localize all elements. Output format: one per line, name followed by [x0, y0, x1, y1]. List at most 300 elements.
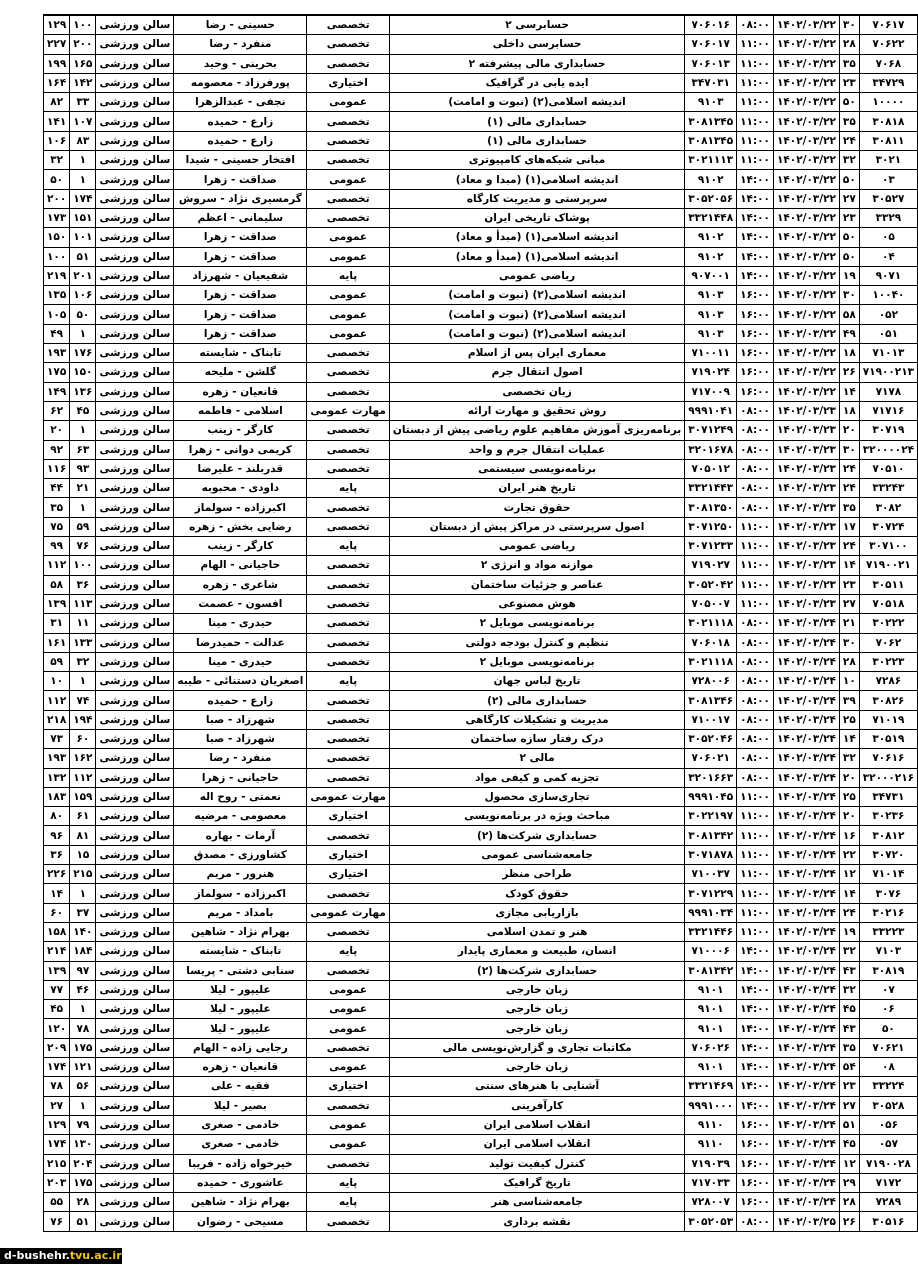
student-count-cell: ۲۷	[839, 594, 859, 613]
table-row	[44, 614, 918, 633]
student-count-cell: ۲۵	[839, 787, 859, 806]
professor-name-cell: بحرینی - وحید	[174, 54, 307, 73]
seat-end-cell: ۷۵	[44, 517, 70, 536]
seat-end-cell: ۳۵	[44, 498, 70, 517]
seat-end-cell: ۱۹۳	[44, 344, 70, 363]
class-code-cell: ۰۸	[859, 1058, 917, 1077]
class-code-cell: ۷۱۹۰۰۲۸	[859, 1154, 917, 1173]
exam-venue-cell: سالن ورزشی	[96, 73, 174, 92]
professor-name-cell: حاجیانی - زهرا	[174, 768, 307, 787]
table-row	[44, 324, 918, 343]
lesson-id-cell: ۳۰۸۱۳۴۵	[685, 112, 737, 131]
seat-start-cell: ۱۵۱	[70, 208, 96, 227]
class-code-cell: ۰۶	[859, 1000, 917, 1019]
exam-venue-cell: سالن ورزشی	[96, 922, 174, 941]
student-count-cell: ۳۰	[839, 440, 859, 459]
table-row	[44, 922, 918, 941]
class-code-cell: ۷۱۰۳	[859, 942, 917, 961]
exam-date-cell: ۱۴۰۲/۰۳/۲۲	[773, 208, 839, 227]
exam-time-cell: ۰۸:۰۰	[737, 614, 774, 633]
student-count-cell: ۳۰	[839, 15, 859, 35]
seat-start-cell: ۱۰۰	[70, 556, 96, 575]
student-count-cell: ۲۵	[839, 710, 859, 729]
lesson-type-cell: تخصصی	[307, 749, 390, 768]
lesson-title-cell: زبان خارجی	[389, 1019, 684, 1038]
exam-time-cell: ۰۸:۰۰	[737, 440, 774, 459]
seat-start-cell: ۱۶۵	[70, 54, 96, 73]
lesson-id-cell: ۷۰۵۰۰۷	[685, 594, 737, 613]
exam-time-cell: ۱۴:۰۰	[737, 189, 774, 208]
student-count-cell: ۳۲	[839, 980, 859, 999]
exam-venue-cell: سالن ورزشی	[96, 768, 174, 787]
seat-start-cell: ۳۶	[70, 575, 96, 594]
student-count-cell: ۱۸	[839, 401, 859, 420]
table-row	[44, 710, 918, 729]
lesson-id-cell: ۳۰۲۱۱۱۸	[685, 614, 737, 633]
seat-start-cell: ۹۷	[70, 961, 96, 980]
seat-start-cell: ۷۹	[70, 1115, 96, 1134]
seat-end-cell: ۱۵۰	[44, 228, 70, 247]
exam-date-cell: ۱۴۰۲/۰۳/۲۴	[773, 942, 839, 961]
exam-date-cell: ۱۴۰۲/۰۳/۲۲	[773, 382, 839, 401]
seat-start-cell: ۵۰	[70, 305, 96, 324]
exam-date-cell: ۱۴۰۲/۰۳/۲۴	[773, 826, 839, 845]
table-row	[44, 247, 918, 266]
class-code-cell: ۳۰۲۳۶	[859, 807, 917, 826]
exam-date-cell: ۱۴۰۲/۰۳/۲۳	[773, 537, 839, 556]
lesson-id-cell: ۳۴۷۰۳۱	[685, 73, 737, 92]
exam-venue-cell: سالن ورزشی	[96, 54, 174, 73]
lesson-title-cell: انقلاب اسلامی ایران	[389, 1135, 684, 1154]
lesson-title-cell: اندیشه اسلامی(۱) (مبدا و معاد)	[389, 170, 684, 189]
exam-time-cell: ۱۴:۰۰	[737, 942, 774, 961]
lesson-type-cell: عمومی	[307, 286, 390, 305]
exam-time-cell: ۰۸:۰۰	[737, 459, 774, 478]
lesson-type-cell: اختیاری	[307, 1077, 390, 1096]
exam-time-cell: ۱۶:۰۰	[737, 382, 774, 401]
lesson-id-cell: ۹۱۰۲	[685, 170, 737, 189]
professor-name-cell: زارع - حمیده	[174, 691, 307, 710]
lesson-title-cell: حسابداری مالی (۱)	[389, 112, 684, 131]
table-row	[44, 15, 918, 35]
lesson-type-cell: عمومی	[307, 1135, 390, 1154]
table-row	[44, 787, 918, 806]
lesson-id-cell: ۳۰۸۱۳۵۰	[685, 498, 737, 517]
lesson-title-cell: نقشه برداری	[389, 1212, 684, 1231]
student-count-cell: ۳۰	[839, 286, 859, 305]
exam-time-cell: ۱۴:۰۰	[737, 1038, 774, 1057]
professor-name-cell: بهرام نژاد - شاهین	[174, 922, 307, 941]
seat-start-cell: ۶۳	[70, 440, 96, 459]
class-code-cell: ۳۰۵۲۸	[859, 1096, 917, 1115]
lesson-title-cell: معماری ایران پس از اسلام	[389, 344, 684, 363]
exam-date-cell: ۱۴۰۲/۰۳/۲۴	[773, 1096, 839, 1115]
student-count-cell: ۳۲	[839, 942, 859, 961]
class-code-cell: ۷۰۶۸	[859, 54, 917, 73]
lesson-id-cell: ۳۰۲۱۱۱۳	[685, 151, 737, 170]
table-row	[44, 537, 918, 556]
exam-date-cell: ۱۴۰۲/۰۳/۲۴	[773, 1077, 839, 1096]
class-code-cell: ۳۴۷۲۹	[859, 73, 917, 92]
seat-end-cell: ۱۳۵	[44, 286, 70, 305]
exam-time-cell: ۱۴:۰۰	[737, 1019, 774, 1038]
seat-start-cell: ۹۳	[70, 459, 96, 478]
professor-name-cell: شهرزاد - صبا	[174, 729, 307, 748]
exam-venue-cell: سالن ورزشی	[96, 556, 174, 575]
exam-time-cell: ۱۱:۰۰	[737, 826, 774, 845]
lesson-title-cell: حقوق کودک	[389, 884, 684, 903]
exam-time-cell: ۱۴:۰۰	[737, 208, 774, 227]
exam-date-cell: ۱۴۰۲/۰۳/۲۳	[773, 556, 839, 575]
lesson-type-cell: تخصصی	[307, 556, 390, 575]
seat-end-cell: ۵۹	[44, 652, 70, 671]
student-count-cell: ۴۵	[839, 1000, 859, 1019]
table-row	[44, 768, 918, 787]
table-row	[44, 594, 918, 613]
seat-end-cell: ۹۲	[44, 440, 70, 459]
lesson-title-cell: تجاری‌سازی محصول	[389, 787, 684, 806]
professor-name-cell: گلشن - ملیحه	[174, 363, 307, 382]
seat-start-cell: ۱۶۲	[70, 749, 96, 768]
lesson-title-cell: مالی ۲	[389, 749, 684, 768]
table-row	[44, 749, 918, 768]
seat-start-cell: ۱	[70, 498, 96, 517]
exam-time-cell: ۱۶:۰۰	[737, 1154, 774, 1173]
exam-venue-cell: سالن ورزشی	[96, 15, 174, 35]
table-row	[44, 884, 918, 903]
table-row	[44, 286, 918, 305]
seat-end-cell: ۱۹۳	[44, 749, 70, 768]
seat-start-cell: ۱۱۳	[70, 594, 96, 613]
seat-end-cell: ۱۴	[44, 884, 70, 903]
table-row	[44, 556, 918, 575]
exam-time-cell: ۱۱:۰۰	[737, 73, 774, 92]
professor-name-cell: علیپور - لیلا	[174, 1019, 307, 1038]
exam-venue-cell: سالن ورزشی	[96, 151, 174, 170]
table-row	[44, 93, 918, 112]
lesson-title-cell: کنترل کیفیت تولید	[389, 1154, 684, 1173]
exam-venue-cell: سالن ورزشی	[96, 1115, 174, 1134]
lesson-title-cell: اندیشه اسلامی(۲) (نبوت و امامت)	[389, 324, 684, 343]
lesson-id-cell: ۷۰۶۰۲۶	[685, 1038, 737, 1057]
student-count-cell: ۲۹	[839, 1173, 859, 1192]
exam-time-cell: ۱۴:۰۰	[737, 266, 774, 285]
student-count-cell: ۲۲	[839, 845, 859, 864]
lesson-id-cell: ۷۰۶۰۱۶	[685, 15, 737, 35]
exam-date-cell: ۱۴۰۲/۰۳/۲۴	[773, 903, 839, 922]
seat-end-cell: ۱۶۱	[44, 633, 70, 652]
table-row	[44, 961, 918, 980]
lesson-type-cell: تخصصی	[307, 15, 390, 35]
exam-date-cell: ۱۴۰۲/۰۳/۲۲	[773, 112, 839, 131]
seat-end-cell: ۱۹۹	[44, 54, 70, 73]
class-code-cell: ۳۰۸۱۲	[859, 826, 917, 845]
exam-time-cell: ۱۱:۰۰	[737, 54, 774, 73]
student-count-cell: ۱۹	[839, 922, 859, 941]
lesson-type-cell: مهارت عمومی	[307, 787, 390, 806]
exam-venue-cell: سالن ورزشی	[96, 35, 174, 54]
seat-start-cell: ۱۱	[70, 614, 96, 633]
exam-venue-cell: سالن ورزشی	[96, 749, 174, 768]
lesson-type-cell: تخصصی	[307, 768, 390, 787]
professor-name-cell: صداقت - زهرا	[174, 286, 307, 305]
seat-start-cell: ۶۱	[70, 807, 96, 826]
lesson-title-cell: حسابداری مالی (۲)	[389, 691, 684, 710]
class-code-cell: ۳۳۲۲۴	[859, 1077, 917, 1096]
student-count-cell: ۳۵	[839, 498, 859, 517]
exam-venue-cell: سالن ورزشی	[96, 112, 174, 131]
exam-venue-cell: سالن ورزشی	[96, 459, 174, 478]
exam-date-cell: ۱۴۰۲/۰۳/۲۲	[773, 363, 839, 382]
exam-time-cell: ۱۱:۰۰	[737, 594, 774, 613]
lesson-type-cell: تخصصی	[307, 498, 390, 517]
class-code-cell: ۳۳۲۴۳	[859, 479, 917, 498]
table-row	[44, 1173, 918, 1192]
seat-end-cell: ۴۹	[44, 324, 70, 343]
student-count-cell: ۱۸	[839, 344, 859, 363]
exam-time-cell: ۱۶:۰۰	[737, 1135, 774, 1154]
lesson-id-cell: ۳۳۲۱۴۶۹	[685, 1077, 737, 1096]
exam-date-cell: ۱۴۰۲/۰۳/۲۲	[773, 189, 839, 208]
seat-end-cell: ۲۰۳	[44, 1173, 70, 1192]
exam-time-cell: ۰۸:۰۰	[737, 421, 774, 440]
lesson-title-cell: اندیشه اسلامی(۲) (نبوت و امامت)	[389, 305, 684, 324]
table-row	[44, 73, 918, 92]
exam-time-cell: ۱۶:۰۰	[737, 324, 774, 343]
seat-start-cell: ۵۱	[70, 247, 96, 266]
exam-date-cell: ۱۴۰۲/۰۳/۲۲	[773, 151, 839, 170]
seat-start-cell: ۲۰۱	[70, 266, 96, 285]
lesson-id-cell: ۳۰۵۲۰۴۶	[685, 729, 737, 748]
exam-date-cell: ۱۴۰۲/۰۳/۲۳	[773, 517, 839, 536]
table-row	[44, 54, 918, 73]
exam-venue-cell: سالن ورزشی	[96, 440, 174, 459]
exam-time-cell: ۱۶:۰۰	[737, 305, 774, 324]
seat-start-cell: ۱	[70, 421, 96, 440]
class-code-cell: ۰۷	[859, 980, 917, 999]
seat-end-cell: ۱۳۹	[44, 961, 70, 980]
exam-time-cell: ۰۸:۰۰	[737, 15, 774, 35]
lesson-type-cell: تخصصی	[307, 614, 390, 633]
exam-date-cell: ۱۴۰۲/۰۳/۲۴	[773, 652, 839, 671]
professor-name-cell: کارگر - زینب	[174, 421, 307, 440]
lesson-type-cell: اختیاری	[307, 807, 390, 826]
seat-start-cell: ۶۰	[70, 729, 96, 748]
class-code-cell: ۷۱۷۲	[859, 1173, 917, 1192]
class-code-cell: ۳۰۷۲۰	[859, 845, 917, 864]
lesson-type-cell: عمومی	[307, 1019, 390, 1038]
class-code-cell: ۷۱۷۱۶	[859, 401, 917, 420]
exam-date-cell: ۱۴۰۲/۰۳/۲۲	[773, 15, 839, 35]
exam-venue-cell: سالن ورزشی	[96, 324, 174, 343]
professor-name-cell: سلیمانی - اعظم	[174, 208, 307, 227]
seat-start-cell: ۳۳	[70, 93, 96, 112]
exam-venue-cell: سالن ورزشی	[96, 980, 174, 999]
student-count-cell: ۳۰	[839, 633, 859, 652]
professor-name-cell: علیپور - لیلا	[174, 980, 307, 999]
exam-venue-cell: سالن ورزشی	[96, 594, 174, 613]
lesson-id-cell: ۹۱۰۳	[685, 286, 737, 305]
exam-venue-cell: سالن ورزشی	[96, 1038, 174, 1057]
class-code-cell: ۳۰۲۲۲	[859, 614, 917, 633]
table-row	[44, 729, 918, 748]
seat-start-cell: ۲۱۵	[70, 865, 96, 884]
seat-start-cell: ۱۳۳	[70, 633, 96, 652]
seat-end-cell: ۱۲۹	[44, 15, 70, 35]
exam-date-cell: ۱۴۰۲/۰۳/۲۲	[773, 228, 839, 247]
student-count-cell: ۲۳	[839, 73, 859, 92]
exam-date-cell: ۱۴۰۲/۰۳/۲۲	[773, 344, 839, 363]
professor-name-cell: حاجیانی - الهام	[174, 556, 307, 575]
student-count-cell: ۵۰	[839, 247, 859, 266]
class-code-cell: ۳۰۷۲۴	[859, 517, 917, 536]
seat-start-cell: ۵۶	[70, 1077, 96, 1096]
exam-venue-cell: سالن ورزشی	[96, 498, 174, 517]
lesson-type-cell: تخصصی	[307, 382, 390, 401]
lesson-id-cell: ۷۰۶۰۱۸	[685, 633, 737, 652]
student-count-cell: ۴۵	[839, 1135, 859, 1154]
lesson-title-cell: اندیشه اسلامی(۲) (نبوت و امامت)	[389, 286, 684, 305]
seat-end-cell: ۹۶	[44, 826, 70, 845]
lesson-id-cell: ۷۰۵۰۱۲	[685, 459, 737, 478]
exam-venue-cell: سالن ورزشی	[96, 865, 174, 884]
table-row	[44, 1212, 918, 1231]
professor-name-cell: سنابی دشتی - پریسا	[174, 961, 307, 980]
professor-name-cell: شهرزاد - صبا	[174, 710, 307, 729]
exam-time-cell: ۱۱:۰۰	[737, 884, 774, 903]
lesson-type-cell: تخصصی	[307, 517, 390, 536]
table-row	[44, 672, 918, 691]
exam-time-cell: ۰۸:۰۰	[737, 768, 774, 787]
lesson-title-cell: عناصر و جزئیات ساختمان	[389, 575, 684, 594]
lesson-type-cell: پایه	[307, 266, 390, 285]
exam-date-cell: ۱۴۰۲/۰۳/۲۳	[773, 401, 839, 420]
exam-time-cell: ۱۴:۰۰	[737, 247, 774, 266]
lesson-type-cell: تخصصی	[307, 208, 390, 227]
exam-venue-cell: سالن ورزشی	[96, 691, 174, 710]
seat-end-cell: ۳۲	[44, 151, 70, 170]
exam-time-cell: ۱۱:۰۰	[737, 93, 774, 112]
lesson-type-cell: عمومی	[307, 93, 390, 112]
exam-time-cell: ۱۴:۰۰	[737, 980, 774, 999]
lesson-id-cell: ۳۰۸۱۳۴۲	[685, 826, 737, 845]
lesson-title-cell: حسابداری مالی (۱)	[389, 131, 684, 150]
table-row	[44, 189, 918, 208]
exam-date-cell: ۱۴۰۲/۰۳/۲۴	[773, 1000, 839, 1019]
exam-time-cell: ۱۶:۰۰	[737, 363, 774, 382]
professor-name-cell: هنرور - مریم	[174, 865, 307, 884]
class-code-cell: ۷۰۵۱۸	[859, 594, 917, 613]
class-code-cell: ۳۰۸۱۹	[859, 961, 917, 980]
seat-start-cell: ۱۱۲	[70, 768, 96, 787]
exam-venue-cell: سالن ورزشی	[96, 401, 174, 420]
exam-date-cell: ۱۴۰۲/۰۳/۲۲	[773, 170, 839, 189]
student-count-cell: ۵۴	[839, 1058, 859, 1077]
lesson-id-cell: ۹۱۰۳	[685, 93, 737, 112]
exam-time-cell: ۰۸:۰۰	[737, 498, 774, 517]
lesson-id-cell: ۳۰۷۱۸۷۸	[685, 845, 737, 864]
lesson-id-cell: ۷۱۷۰۳۳	[685, 1173, 737, 1192]
table-row	[44, 1019, 918, 1038]
exam-time-cell: ۰۸:۰۰	[737, 749, 774, 768]
lesson-type-cell: عمومی	[307, 1000, 390, 1019]
professor-name-cell: منفرد - رضا	[174, 35, 307, 54]
exam-date-cell: ۱۴۰۲/۰۳/۲۴	[773, 1135, 839, 1154]
seat-end-cell: ۷۷	[44, 980, 70, 999]
lesson-type-cell: تخصصی	[307, 633, 390, 652]
professor-name-cell: پورفرزاد - معصومه	[174, 73, 307, 92]
student-count-cell: ۵۰	[839, 93, 859, 112]
exam-venue-cell: سالن ورزشی	[96, 1173, 174, 1192]
lesson-title-cell: مدیریت و تشکیلات کارگاهی	[389, 710, 684, 729]
exam-time-cell: ۱۶:۰۰	[737, 1193, 774, 1212]
lesson-title-cell: اندیشه اسلامی(۱) (مبدأ و معاد)	[389, 247, 684, 266]
seat-start-cell: ۳۲	[70, 652, 96, 671]
lesson-title-cell: کارآفرینی	[389, 1096, 684, 1115]
professor-name-cell: عاشوری - حمیده	[174, 1173, 307, 1192]
lesson-type-cell: تخصصی	[307, 440, 390, 459]
table-row	[44, 151, 918, 170]
table-row	[44, 170, 918, 189]
lesson-title-cell: انسان، طبیعت و معماری پایدار	[389, 942, 684, 961]
class-code-cell: ۳۰۲۱۶	[859, 903, 917, 922]
exam-venue-cell: سالن ورزشی	[96, 286, 174, 305]
seat-start-cell: ۱۷۵	[70, 1173, 96, 1192]
lesson-id-cell: ۳۰۷۱۲۴۹	[685, 421, 737, 440]
lesson-type-cell: تخصصی	[307, 344, 390, 363]
professor-name-cell: صداقت - زهرا	[174, 247, 307, 266]
exam-venue-cell: سالن ورزشی	[96, 575, 174, 594]
exam-venue-cell: سالن ورزشی	[96, 884, 174, 903]
exam-time-cell: ۱۱:۰۰	[737, 151, 774, 170]
lesson-id-cell: ۹۱۰۳	[685, 324, 737, 343]
seat-end-cell: ۴۵	[44, 1000, 70, 1019]
lesson-title-cell: درک رفتار سازه ساختمان	[389, 729, 684, 748]
table-row	[44, 865, 918, 884]
lesson-id-cell: ۳۳۲۱۴۴۸	[685, 208, 737, 227]
lesson-type-cell: عمومی	[307, 247, 390, 266]
seat-end-cell: ۷۳	[44, 729, 70, 748]
seat-end-cell: ۲۱۸	[44, 710, 70, 729]
seat-start-cell: ۱۸۴	[70, 942, 96, 961]
professor-name-cell: علیپور - لیلا	[174, 1000, 307, 1019]
class-code-cell: ۷۱۹۰۰۲۱۳	[859, 363, 917, 382]
exam-time-cell: ۱۱:۰۰	[737, 112, 774, 131]
student-count-cell: ۴۹	[839, 324, 859, 343]
exam-schedule-table	[43, 14, 918, 1232]
seat-end-cell: ۱۱۲	[44, 556, 70, 575]
lesson-id-cell: ۹۱۰۱	[685, 1000, 737, 1019]
lesson-title-cell: هنر و تمدن اسلامی	[389, 922, 684, 941]
lesson-title-cell: حسابرسی ۲	[389, 15, 684, 35]
table-row	[44, 1154, 918, 1173]
exam-date-cell: ۱۴۰۲/۰۳/۲۴	[773, 749, 839, 768]
professor-name-cell: بامداد - مریم	[174, 903, 307, 922]
seat-end-cell: ۴۴	[44, 479, 70, 498]
class-code-cell: ۳۰۸۱۸	[859, 112, 917, 131]
seat-start-cell: ۱۵۰	[70, 363, 96, 382]
lesson-id-cell: ۳۰۲۲۱۹۷	[685, 807, 737, 826]
professor-name-cell: فقیه - علی	[174, 1077, 307, 1096]
lesson-title-cell: جامعه‌شناسی عمومی	[389, 845, 684, 864]
seat-end-cell: ۹۹	[44, 537, 70, 556]
exam-date-cell: ۱۴۰۲/۰۳/۲۴	[773, 787, 839, 806]
class-code-cell: ۳۲۰۰۰۲۱۶	[859, 768, 917, 787]
professor-name-cell: معصومی - مرضیه	[174, 807, 307, 826]
exam-venue-cell: سالن ورزشی	[96, 363, 174, 382]
lesson-id-cell: ۹۱۰۱	[685, 1058, 737, 1077]
exam-time-cell: ۱۱:۰۰	[737, 865, 774, 884]
